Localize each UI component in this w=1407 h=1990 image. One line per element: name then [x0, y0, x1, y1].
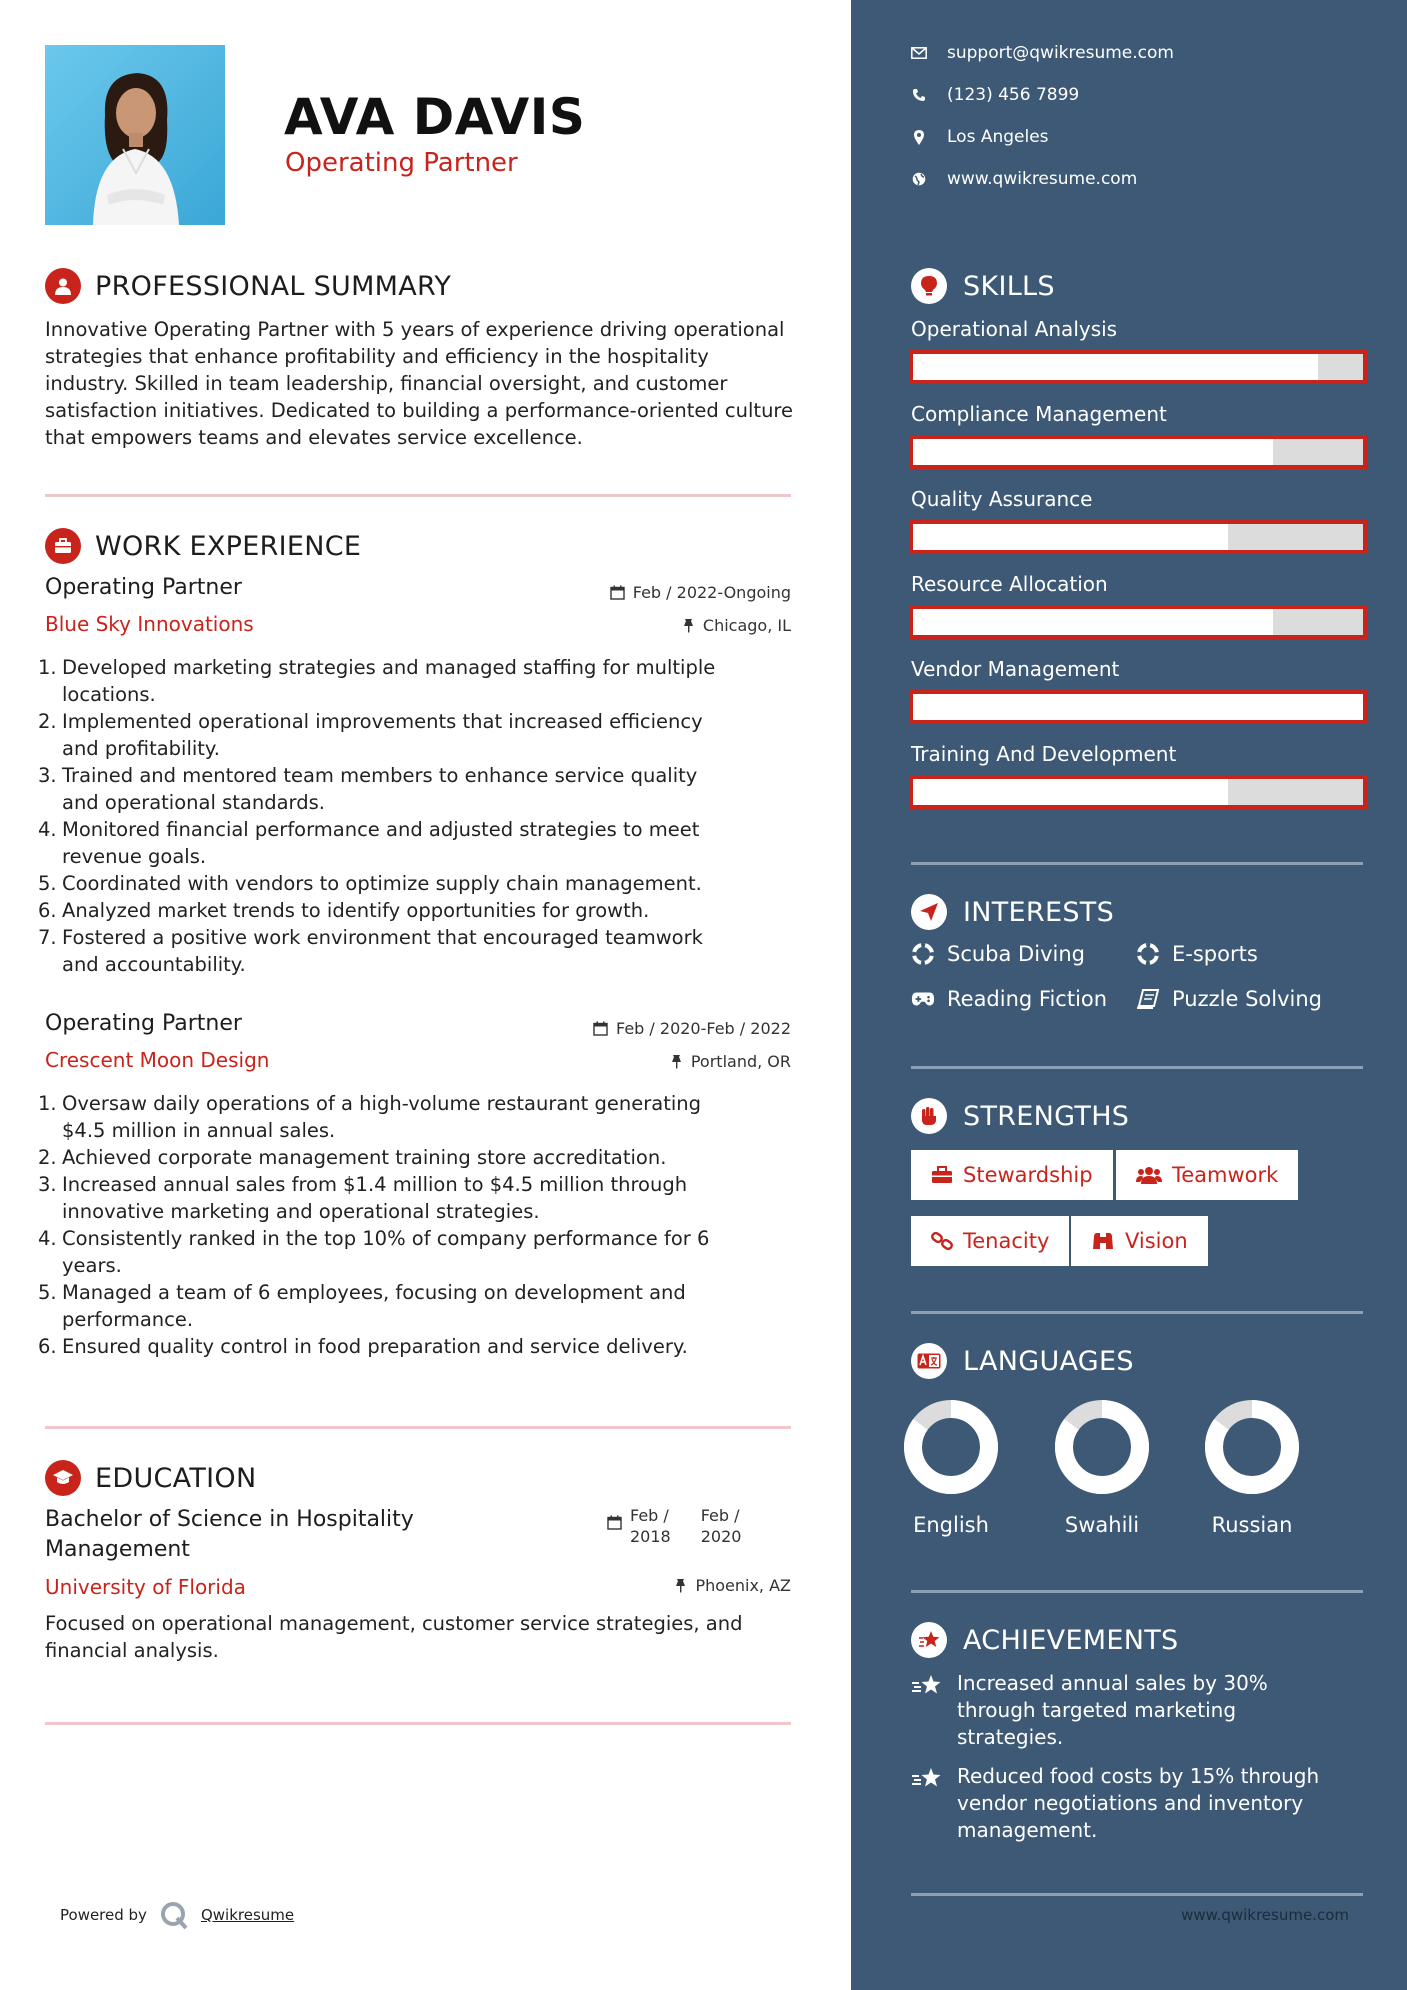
skills-title: SKILLS: [963, 270, 1055, 302]
education-location-text: Phoenix, AZ: [695, 1576, 791, 1595]
list-item: 3. Trained and mentored team members to enhance service quality and operational standards.: [38, 764, 698, 814]
skills-heading: [911, 268, 1055, 304]
qwikresume-link[interactable]: Qwikresume: [200, 1906, 295, 1924]
list-item: 5. Coordinated with vendors to optimize supply chain management.: [38, 872, 702, 895]
job-location-text: Portland, OR: [690, 1052, 791, 1071]
envelope-icon: [911, 47, 927, 59]
book-icon: [1136, 989, 1160, 1009]
job-bullets: [38, 1090, 798, 1360]
list-item: 4. Monitored financial performance and adjusted strategies to meet revenue goals.: [38, 818, 700, 868]
job-location: [670, 1052, 791, 1071]
school-name: University of Florida: [45, 1575, 246, 1599]
contact-location: Los Angeles: [911, 127, 1049, 147]
binoculars-icon: [1091, 1231, 1115, 1251]
paper-plane-icon: [911, 894, 947, 930]
link-icon: [931, 1231, 953, 1251]
list-item: 4. Consistently ranked in the top 10% of company performance for 6 years.: [38, 1227, 710, 1277]
education-end: Feb / 2020: [700, 1506, 742, 1546]
job-location: [682, 616, 791, 635]
skill-bar-fill: [913, 354, 1318, 380]
pin-icon: [682, 618, 695, 633]
list-item: 6. Ensured quality control in food preparation and service delivery.: [38, 1335, 688, 1358]
degree-title: Bachelor of Science in Hospitality Management: [45, 1507, 414, 1562]
education-title: EDUCATION: [95, 1462, 257, 1494]
education-location: [674, 1576, 791, 1595]
candidate-name: AVA DAVIS: [284, 88, 586, 146]
skill-bar: [909, 690, 1367, 724]
list-item: 2. Implemented operational improvements that increased efficiency and profitability.: [38, 710, 703, 760]
divider: [45, 1722, 791, 1725]
achievements-heading: [911, 1622, 1179, 1658]
language-item: [1187, 1397, 1317, 1537]
interests-title: INTERESTS: [963, 896, 1115, 928]
divider: [911, 862, 1363, 865]
list-item: 6. Analyzed market trends to identify opportunities for growth.: [38, 899, 650, 922]
language-gauge: [1202, 1397, 1302, 1497]
skill-bar: [909, 520, 1367, 554]
briefcase-icon: [931, 1166, 953, 1184]
divider: [911, 1311, 1363, 1314]
qwikresume-logo-icon: [159, 1900, 189, 1930]
language-item: [1037, 1397, 1167, 1537]
map-marker-icon: [911, 130, 927, 145]
skill-label: Training And Development: [911, 742, 1177, 766]
language-name: English: [913, 1513, 989, 1537]
contact-email[interactable]: support@qwikresume.com: [911, 43, 1174, 63]
candidate-title: Operating Partner: [285, 148, 518, 178]
language-icon: [911, 1343, 947, 1379]
powered-by: [60, 1900, 294, 1930]
language-gauge: [1052, 1397, 1152, 1497]
strength-badge: Vision: [1071, 1216, 1208, 1266]
profile-photo: [45, 45, 225, 225]
divider: [911, 1590, 1363, 1593]
calendar-icon: [610, 585, 625, 600]
star-icon: [911, 1622, 947, 1658]
language-item: [886, 1397, 1016, 1537]
skill-bar: [909, 350, 1367, 384]
education-dates: [607, 1505, 741, 1547]
language-name: Russian: [1211, 1513, 1293, 1537]
divider: [911, 1893, 1363, 1896]
strength-badge: Tenacity: [911, 1216, 1069, 1266]
skill-bar-fill: [913, 524, 1228, 550]
summary-heading: [45, 268, 451, 304]
skill-bar-fill: [913, 779, 1228, 805]
divider: [911, 1066, 1363, 1069]
achievements-title: ACHIEVEMENTS: [963, 1624, 1179, 1656]
strength-badge: Stewardship: [911, 1150, 1113, 1200]
work-heading: [45, 528, 361, 564]
skill-bar: [909, 775, 1367, 809]
graduation-cap-icon: [45, 1460, 81, 1496]
life-ring-icon: [1136, 943, 1160, 965]
calendar-icon: [607, 1515, 622, 1530]
work-title: WORK EXPERIENCE: [95, 530, 362, 562]
strengths-heading: [911, 1098, 1129, 1134]
languages-title: LANGUAGES: [963, 1345, 1134, 1377]
achievement-item: Increased annual sales by 30% through targeted marketing strategies.: [911, 1670, 1351, 1751]
skill-bar-fill: [913, 609, 1273, 635]
list-item: 1. Oversaw daily operations of a high-volume restaurant generating $4.5 million in annual sales.: [38, 1092, 702, 1142]
lightbulb-icon: [911, 268, 947, 304]
powered-by-label: Powered by: [60, 1906, 147, 1924]
strength-badge: Teamwork: [1116, 1150, 1298, 1200]
job-location-text: Chicago, IL: [702, 616, 791, 635]
interests-heading: [911, 894, 1114, 930]
job-title: Operating Partner: [45, 575, 242, 600]
job-company: Crescent Moon Design: [45, 1048, 270, 1072]
footer-site[interactable]: www.qwikresume.com: [1181, 1906, 1349, 1924]
life-ring-icon: [911, 943, 935, 965]
skill-bar: [909, 605, 1367, 639]
phone-icon: [911, 88, 927, 102]
contact-website[interactable]: www.qwikresume.com: [911, 169, 1137, 189]
education-start: Feb / 2018: [630, 1506, 671, 1546]
user-icon: [45, 268, 81, 304]
list-item: 2. Achieved corporate management training store accreditation.: [38, 1146, 667, 1169]
shooting-star-icon: [911, 1670, 943, 1751]
languages-heading: [911, 1343, 1134, 1379]
skill-label: Operational Analysis: [911, 317, 1118, 341]
skill-bar: [909, 435, 1367, 469]
sidebar: [851, 0, 1407, 1990]
pin-icon: [670, 1054, 683, 1069]
skill-bar-fill: [913, 694, 1363, 720]
interest-item: Puzzle Solving: [1136, 987, 1322, 1011]
list-item: 1. Developed marketing strategies and managed staffing for multiple locations.: [38, 656, 716, 706]
interest-item: Scuba Diving: [911, 942, 1085, 966]
education-description: Focused on operational management, customer service strategies, and financial analysis.: [45, 1612, 743, 1662]
list-item: 3. Increased annual sales from $1.4 million to $4.5 million through innovative marketing and operational strategies.: [38, 1173, 688, 1223]
fist-icon: [911, 1098, 947, 1134]
job-company: Blue Sky Innovations: [45, 612, 254, 636]
summary-title: PROFESSIONAL SUMMARY: [95, 270, 452, 302]
interest-item: E-sports: [1136, 942, 1258, 966]
skill-label: Quality Assurance: [911, 487, 1093, 511]
divider: [45, 1426, 791, 1429]
job-date: [593, 1019, 791, 1038]
pin-icon: [674, 1578, 687, 1593]
job-bullets: [38, 654, 798, 978]
calendar-icon: [593, 1021, 608, 1036]
list-item: 7. Fostered a positive work environment that encouraged teamwork and accountability.: [38, 926, 703, 976]
strengths-title: STRENGTHS: [963, 1100, 1130, 1132]
gamepad-icon: [911, 991, 935, 1007]
language-gauge: [901, 1397, 1001, 1497]
job-title: Operating Partner: [45, 1011, 242, 1036]
education-heading: [45, 1460, 256, 1496]
job-date: [610, 583, 791, 602]
contact-phone[interactable]: (123) 456 7899: [911, 85, 1079, 105]
language-name: Swahili: [1064, 1513, 1140, 1537]
briefcase-icon: [45, 528, 81, 564]
summary-text: Innovative Operating Partner with 5 years of experience driving operational strategies that enhance profitability and efficiency in the hospitality industry. Skilled in team leadership, financial oversight, and customer satisfaction initiatives. Dedicated to building a performance-oriented culture that empowers teams and elevates service excellence.: [45, 318, 794, 449]
shooting-star-icon: [911, 1763, 943, 1844]
job-date-text: Feb / 2022-Ongoing: [632, 583, 791, 602]
skill-label: Compliance Management: [911, 402, 1167, 426]
list-item: 5. Managed a team of 6 employees, focusing on development and performance.: [38, 1281, 686, 1331]
skill-label: Vendor Management: [911, 657, 1120, 681]
divider: [45, 494, 791, 497]
interest-item: Reading Fiction: [911, 987, 1107, 1011]
skill-bar-fill: [913, 439, 1273, 465]
skill-label: Resource Allocation: [911, 572, 1108, 596]
achievement-item: Reduced food costs by 15% through vendor negotiations and inventory management.: [911, 1763, 1351, 1844]
job-date-text: Feb / 2020-Feb / 2022: [616, 1019, 791, 1038]
globe-icon: [911, 172, 927, 186]
users-icon: [1136, 1166, 1162, 1184]
